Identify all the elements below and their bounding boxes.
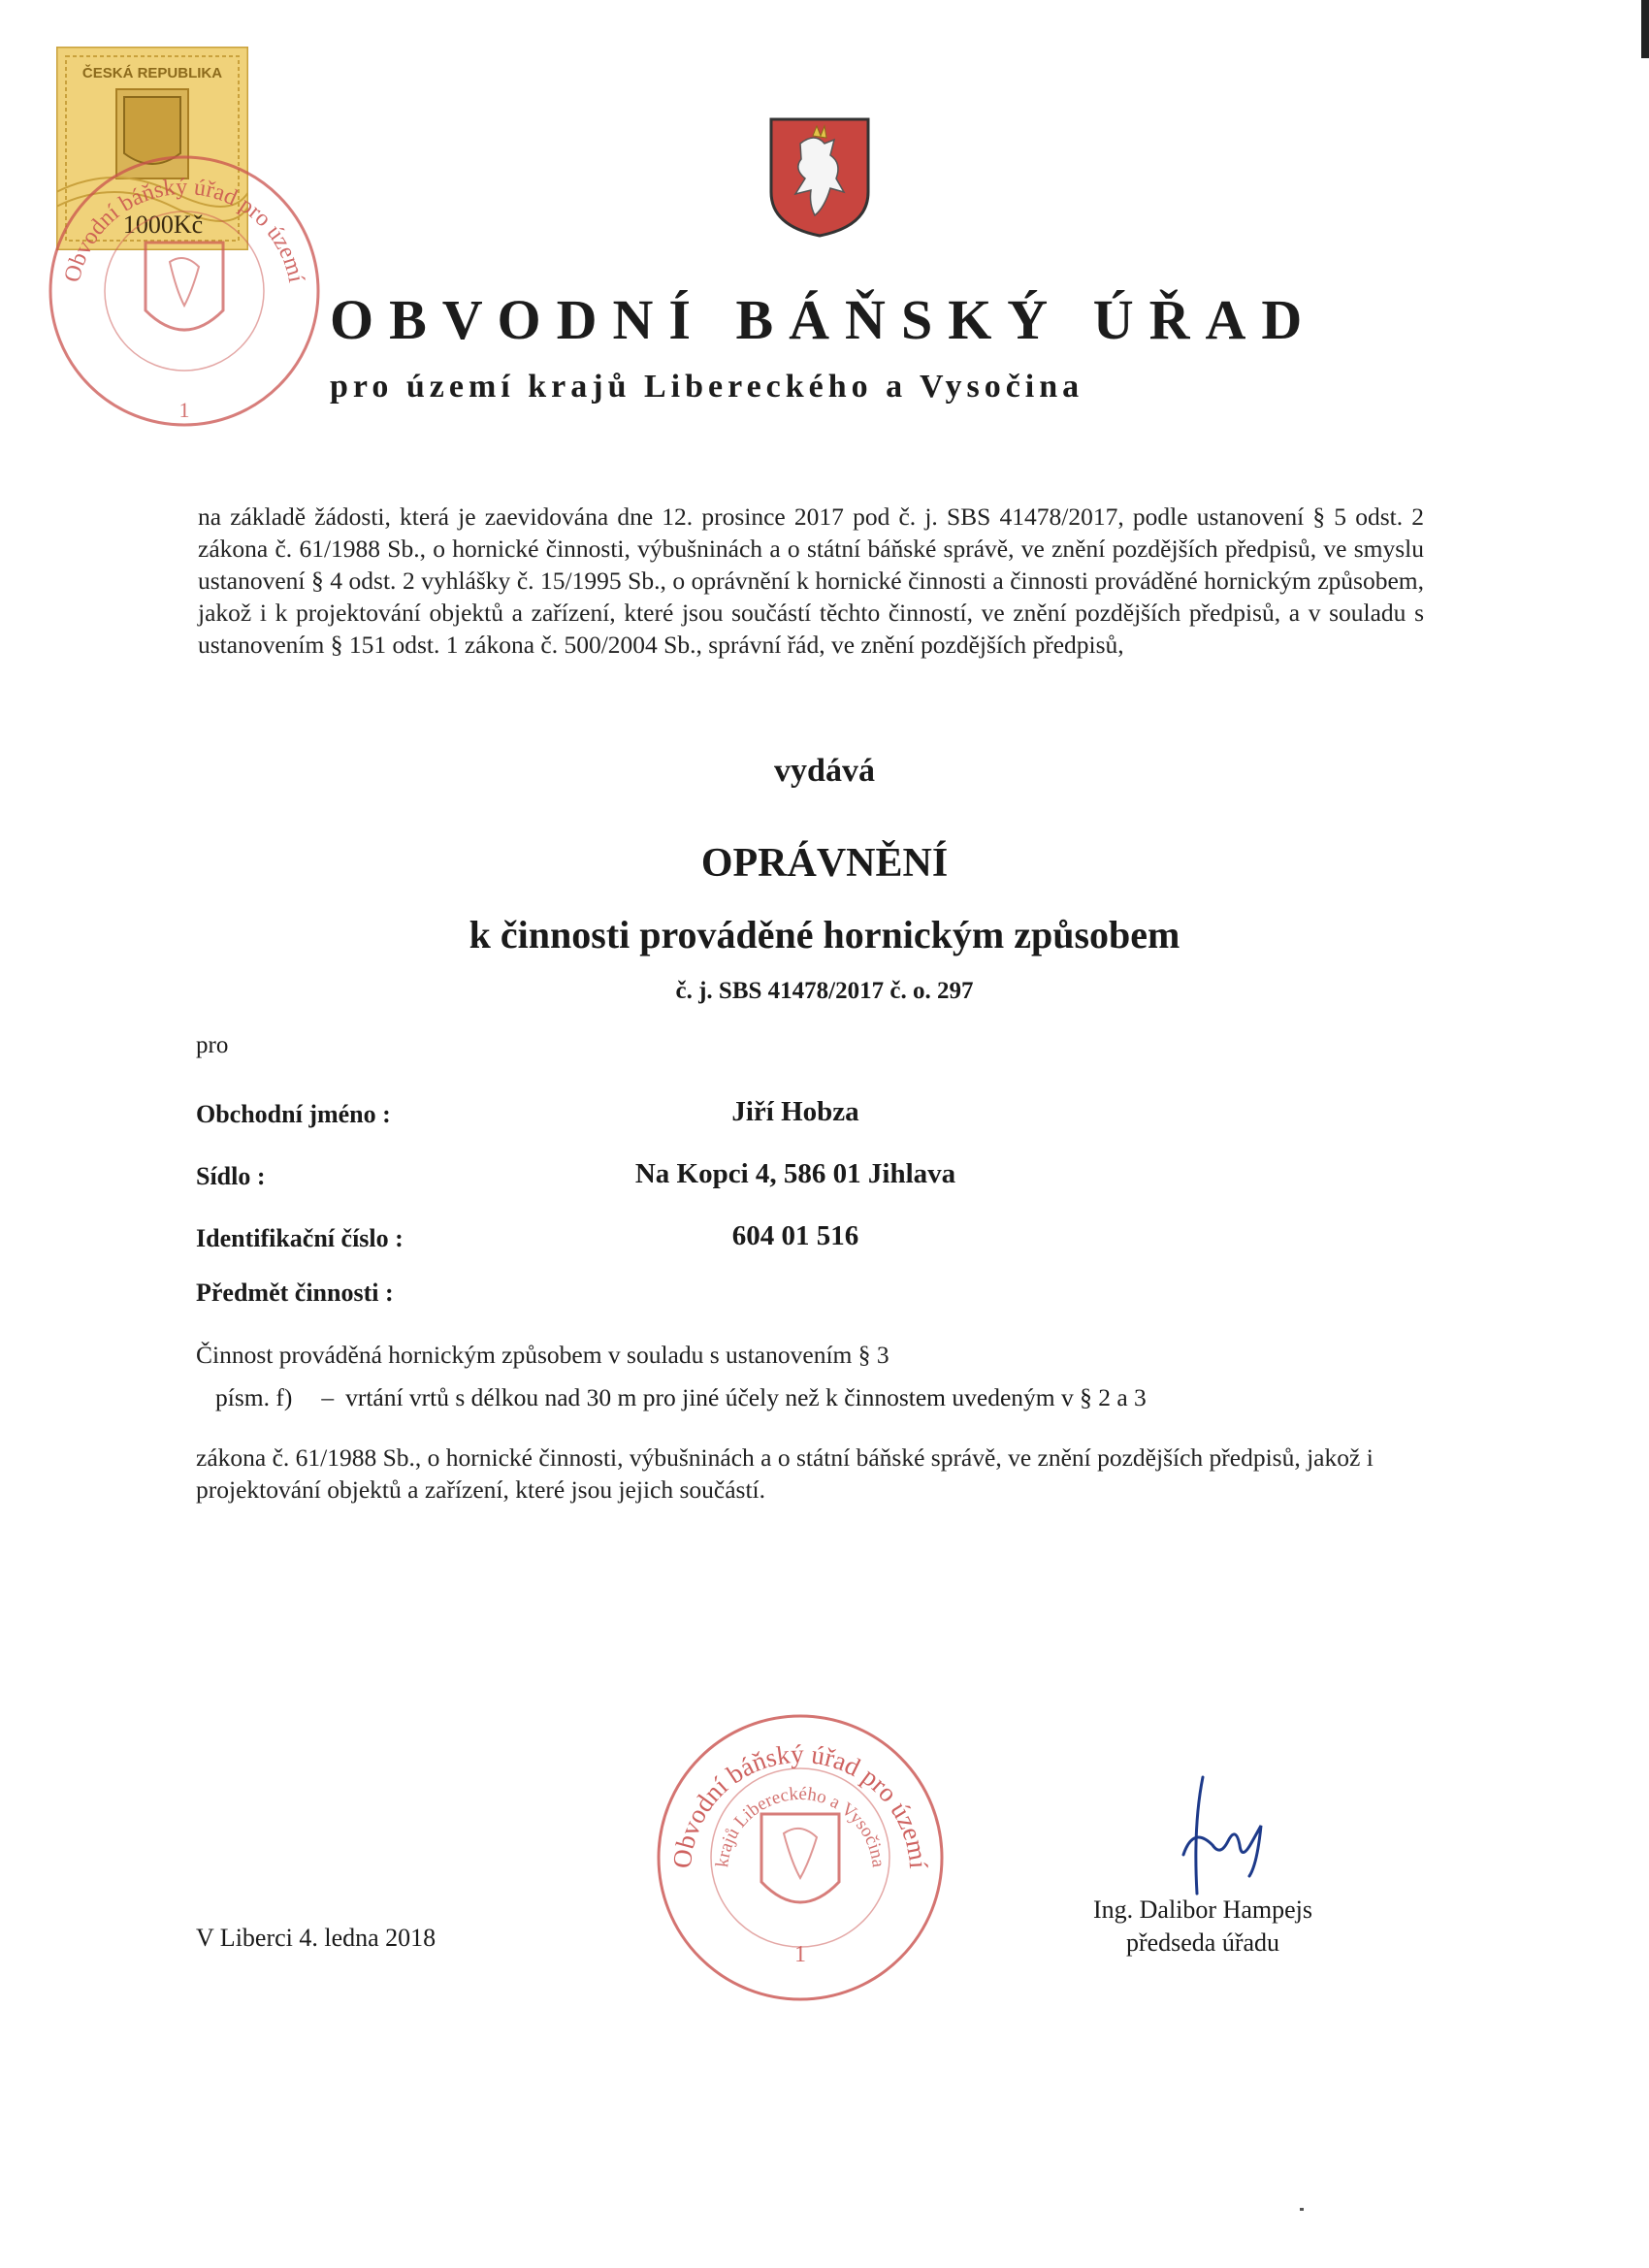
revenue-stamp-value: 1000Kč (122, 211, 204, 239)
office-subtitle: pro území krajů Libereckého a Vysočina (330, 369, 1084, 405)
activity-line-1: Činnost prováděná hornickým způsobem v souladu s ustanovením § 3 (196, 1341, 889, 1369)
signer-title: předseda úřadu (1125, 1928, 1280, 1957)
signature (1164, 1767, 1280, 1903)
id-number-label: Identifikační číslo : (196, 1224, 404, 1252)
subject-label: Předmět činnosti : (196, 1279, 394, 1307)
document-title: OPRÁVNĚNÍ (700, 841, 949, 886)
signer-name: Ing. Dalibor Hampejs (1092, 1895, 1312, 1924)
activity-item-prefix: písm. f) (215, 1383, 293, 1411)
office-title: OBVODNÍ BÁŇSKÝ ÚŘAD (330, 288, 1318, 351)
svg-text:krajů Libereckého a Vysočina (712, 1784, 889, 1869)
business-name-value: Jiří Hobza (731, 1096, 859, 1127)
business-name-label: Obchodní jméno : (196, 1100, 391, 1128)
seal-bottom-number: 1 (794, 1942, 806, 1967)
official-seal-bottom (650, 1707, 951, 2008)
seat-value: Na Kopci 4, 586 01 Jihlava (634, 1158, 956, 1189)
coat-of-arms-icon (766, 114, 873, 241)
official-seal-top (39, 146, 330, 437)
seal-bottom-inner-text: krajů Libereckého a Vysočina (712, 1783, 889, 1869)
scan-edge-mark (1641, 0, 1649, 58)
issues-heading: vydává (774, 753, 875, 789)
revenue-stamp-country: ČESKÁ REPUBLIKA (81, 65, 223, 81)
seal-top-text: Obvodní báňský úřad pro území (59, 174, 309, 285)
activity-line-3: zákona č. 61/1988 Sb., o hornické činnosti, výbušninách a o státní báňské správě, ve znění pozdějších předpisů, jakož i projektování objektů a zařízení, které jsou jejich součástí. (196, 1443, 1374, 1504)
seal-top-number: 1 (178, 398, 190, 422)
reference-number: č. j. SBS 41478/2017 č. o. 297 (675, 978, 974, 1004)
seal-bottom-text: Obvodní báňský úřad pro území (666, 1738, 933, 1870)
seat-label: Sídlo : (196, 1162, 266, 1190)
activity-item (215, 1383, 1147, 1412)
document-subtitle: k činnosti prováděné hornickým způsobem (469, 913, 1180, 956)
intro-paragraph: na základě žádosti, která je zaevidována dne 12. prosince 2017 pod č. j. SBS 41478/2017, podle ustanovení § 5 odst. 2 zákona č. 61/1988 Sb., o hornické činnosti, výbušninách a o státní báňské správě, ve znění pozdějších předpisů, ve smyslu ustanovení § 4 odst. 2 vyhlášky č. 15/1995 Sb., o oprávnění k hornické činnosti a činnosti prováděné hornickým způsobem, jakož i k projektování objektů a zařízení, které jsou součástí těchto činností, ve znění pozdějších předpisů, a v souladu s ustanovením § 151 odst. 1 zákona č. 500/2004 Sb., správní řád, ve znění pozdějších předpisů, (198, 502, 1424, 659)
scan-dot (1300, 2208, 1304, 2211)
svg-text:Obvodní báňský úřad pro území (667, 1739, 933, 1870)
place-and-date: V Liberci 4. ledna 2018 (196, 1924, 436, 1952)
for-label: pro (196, 1032, 229, 1058)
activity-item-text: vrtání vrtů s délkou nad 30 m pro jiné účely než k činnostem uvedeným v § 2 a 3 (345, 1383, 1147, 1411)
id-number-value: 604 01 516 (731, 1220, 859, 1251)
activity-item-dash: – (321, 1383, 335, 1411)
